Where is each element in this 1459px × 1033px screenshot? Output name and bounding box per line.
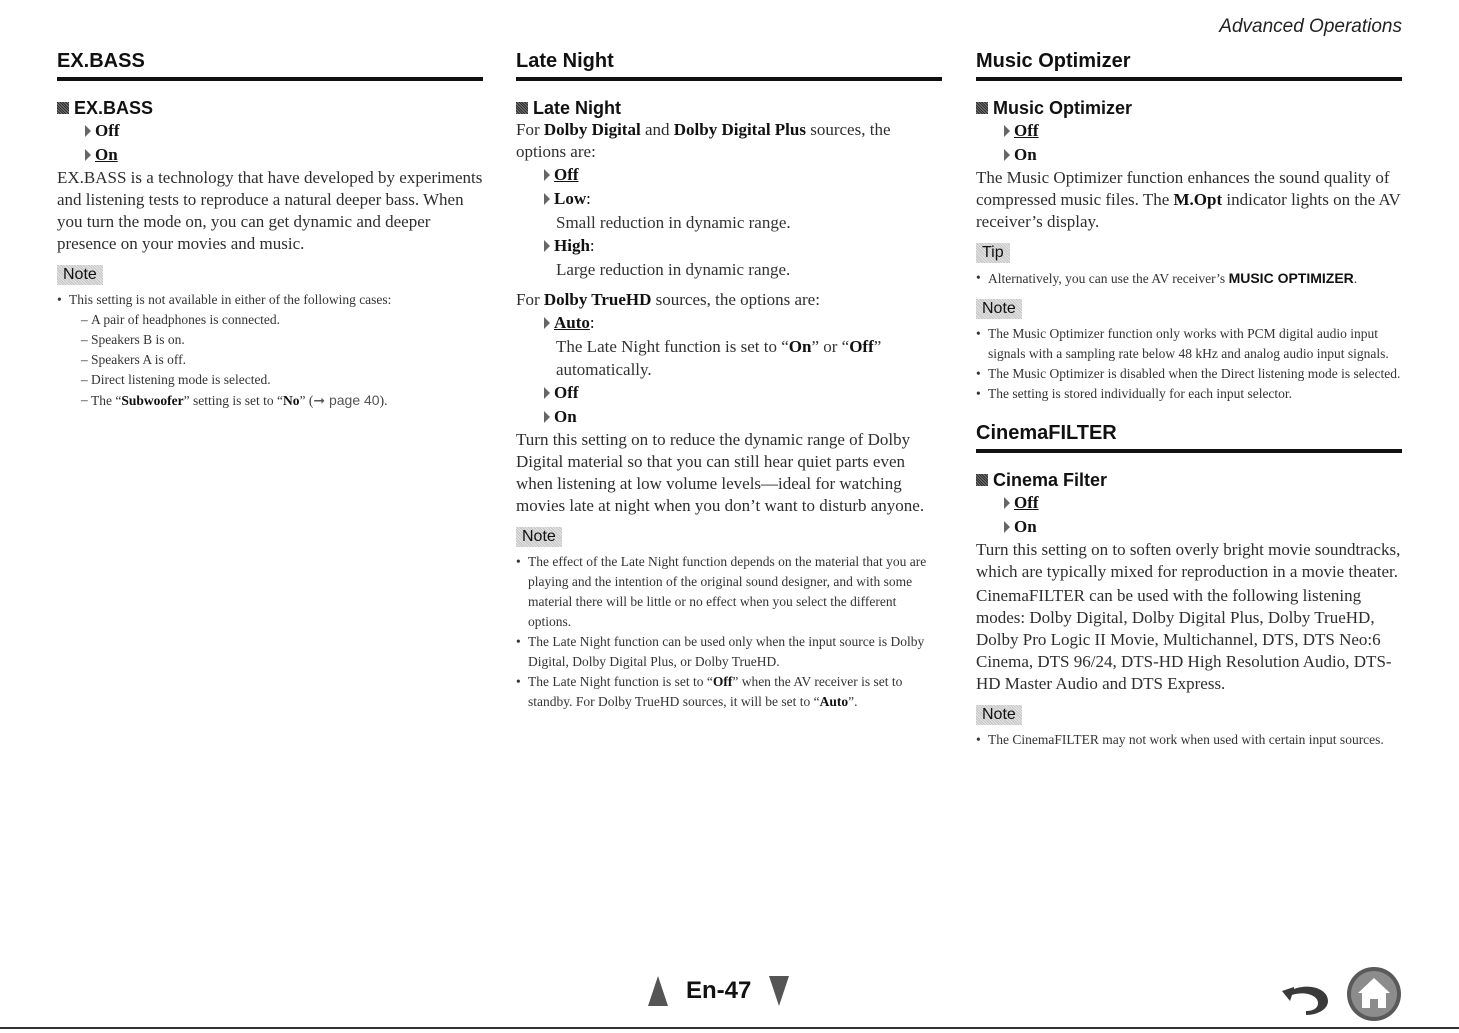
square-bullet-icon — [57, 102, 69, 114]
section-title-music-optimizer: Music Optimizer — [976, 50, 1402, 81]
back-arrow-icon[interactable] — [1280, 975, 1332, 1015]
option-on: On — [1004, 515, 1402, 539]
case-list — [69, 310, 483, 411]
note-item: • The setting is stored individually for each input selector. — [976, 384, 1402, 404]
subheading-ex-bass: EX.BASS — [57, 97, 483, 119]
late-night-intro: For Dolby Digital and Dolby Digital Plus sources, the options are: — [516, 120, 891, 161]
option-auto-default: Auto: — [544, 311, 942, 335]
cinemafilter-description: Turn this setting on to soften overly bright movie soundtracks, which are typically mixed for reproduction in a movie theater. — [976, 540, 1401, 581]
case-item: – Direct listening mode is selected. — [81, 370, 483, 390]
triangle-bullet-icon — [1004, 149, 1010, 161]
triangle-bullet-icon — [544, 193, 550, 205]
note-item: • The Music Optimizer is disabled when the Direct listening mode is selected. — [976, 364, 1402, 384]
option-high: High: — [544, 234, 942, 258]
cinemafilter-modes: CinemaFILTER can be used with the following listening modes: Dolby Digital, Dolby Digital Plus, Dolby TrueHD, Dolby Pro Logic II Movie, Multichannel, DTS, DTS Neo:6 Cinema, DTS 96/24, DTS-HD High Resolution Audio, DTS-HD Master Audio and DTS Express. — [976, 586, 1392, 693]
note-item: • This setting is not available in either of the following cases: – A pair of headphones is connected. – Speakers B is on. – Speakers A is off. – Direct listening mode is selected. – The “Subwoofer” setting is set to “No” (➞ page 40). — [57, 290, 483, 411]
case-item: – A pair of headphones is connected. — [81, 310, 483, 330]
case-item: – Speakers B is on. — [81, 330, 483, 350]
option-on-default: On — [85, 143, 483, 167]
note-item: • The CinemaFILTER may not work when used with certain input sources. — [976, 730, 1402, 750]
triangle-bullet-icon — [85, 149, 91, 161]
square-bullet-icon — [976, 474, 988, 486]
triangle-bullet-icon — [1004, 497, 1010, 509]
column-music-optimizer — [976, 50, 1402, 750]
page-40-link[interactable]: ➞ page 40 — [313, 392, 380, 408]
case-item: – The “Subwoofer” setting is set to “No” (➞ page 40). — [81, 390, 483, 411]
column-late-night — [516, 50, 942, 712]
truehd-intro: For Dolby TrueHD sources, the options are: — [516, 290, 820, 309]
note-badge: Note — [516, 527, 562, 547]
square-bullet-icon — [516, 102, 528, 114]
section-title-cinemafilter: CinemaFILTER — [976, 422, 1402, 453]
triangle-bullet-icon — [1004, 521, 1010, 533]
option-off-default: Off — [1004, 491, 1402, 515]
tip-item: • Alternatively, you can use the AV receiver’s MUSIC OPTIMIZER. — [976, 268, 1402, 289]
option-low: Low: — [544, 187, 942, 211]
tip-badge: Tip — [976, 243, 1010, 263]
option-low-description: Small reduction in dynamic range. — [556, 213, 791, 232]
late-night-notes — [516, 552, 942, 712]
section-title-late-night: Late Night — [516, 50, 942, 81]
option-on: On — [1004, 143, 1402, 167]
note-item: • The Late Night function can be used only when the input source is Dolby Digital, Dolby Digital Plus, or Dolby TrueHD. — [516, 632, 942, 672]
option-off-default: Off — [1004, 119, 1402, 143]
column-ex-bass — [57, 50, 483, 411]
option-off: Off — [85, 119, 483, 143]
section-title-ex-bass: EX.BASS — [57, 50, 483, 81]
note-badge: Note — [976, 705, 1022, 725]
tip-list — [976, 268, 1402, 289]
subheading-music-optimizer: Music Optimizer — [976, 97, 1402, 119]
music-optimizer-button-label: MUSIC OPTIMIZER — [1228, 270, 1354, 286]
page-navigation — [648, 976, 789, 1006]
subheading-cinema-filter: Cinema Filter — [976, 469, 1402, 491]
triangle-bullet-icon — [544, 411, 550, 423]
page-number: En-47 — [686, 977, 752, 1004]
option-high-description: Large reduction in dynamic range. — [556, 260, 791, 279]
running-head: Advanced Operations — [1219, 16, 1402, 37]
triangle-bullet-icon — [544, 387, 550, 399]
subheading-late-night: Late Night — [516, 97, 942, 119]
note-item: • The effect of the Late Night function depends on the material that you are playing and the intention of the original sound designer, and with some material there will be little or no effect when you select the different options. — [516, 552, 942, 632]
triangle-bullet-icon — [544, 317, 550, 329]
square-bullet-icon — [976, 102, 988, 114]
home-icon[interactable] — [1346, 966, 1402, 1022]
previous-page-icon[interactable] — [648, 976, 668, 1006]
late-night-description: Turn this setting on to reduce the dynamic range of Dolby Digital material so that you can still hear quiet parts even when listening at low volume levels—ideal for watching movies late at night when you don’t want to disturb anyone. — [516, 430, 925, 515]
option-off-default: Off — [544, 163, 942, 187]
triangle-bullet-icon — [1004, 125, 1010, 137]
note-badge: Note — [976, 299, 1022, 319]
cinemafilter-notes — [976, 730, 1402, 750]
triangle-bullet-icon — [544, 169, 550, 181]
ex-bass-notes — [57, 290, 483, 411]
bottom-rule — [0, 1027, 1459, 1029]
triangle-bullet-icon — [85, 125, 91, 137]
triangle-bullet-icon — [544, 240, 550, 252]
option-off-truehd: Off — [544, 381, 942, 405]
music-optimizer-description: The Music Optimizer function enhances the sound quality of compressed music files. The M.Opt indicator lights on the AV receiver’s display. — [976, 168, 1401, 231]
note-badge: Note — [57, 265, 103, 285]
note-item: • The Music Optimizer function only works with PCM digital audio input signals with a sampling rate below 48 kHz and analog audio input signals. — [976, 324, 1402, 364]
option-auto-description: The Late Night function is set to “On” or “Off” automatically. — [556, 337, 882, 379]
next-page-icon[interactable] — [769, 976, 789, 1006]
music-optimizer-notes — [976, 324, 1402, 404]
option-on-truehd: On — [544, 405, 942, 429]
case-item: – Speakers A is off. — [81, 350, 483, 370]
ex-bass-description: EX.BASS is a technology that have developed by experiments and listening tests to reproduce a natural deeper bass. When you turn the mode on, you can get dynamic and deeper presence on your movies and music. — [57, 168, 483, 253]
note-item: • The Late Night function is set to “Off” when the AV receiver is set to standby. For Dolby TrueHD sources, it will be set to “Auto”. — [516, 672, 942, 712]
